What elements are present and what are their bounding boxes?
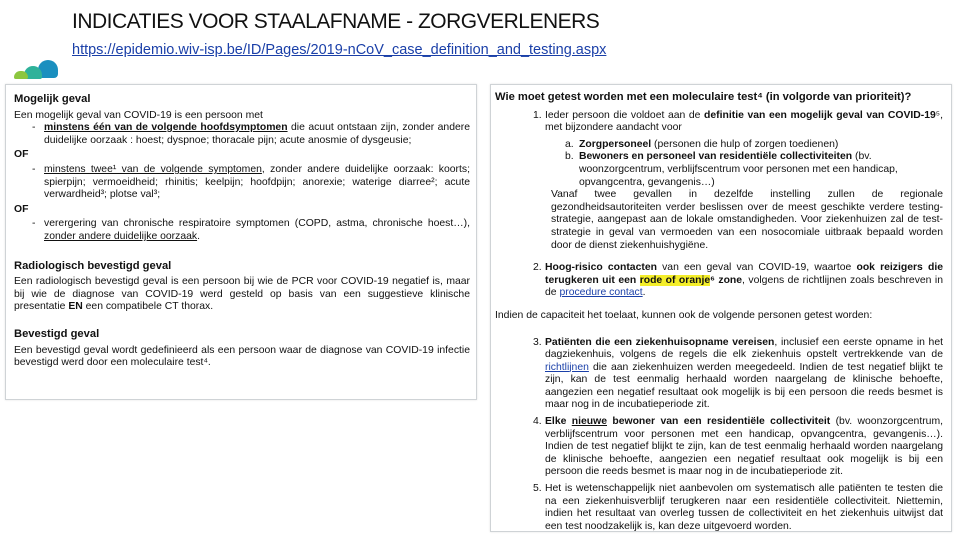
item-number: 2. — [533, 262, 542, 274]
sub-item-a — [495, 139, 943, 152]
section-title-radiological: Radiologisch bevestigd geval — [14, 259, 172, 272]
sub-b-bold: Bewoners en personeel van residentiële collectiviteiten — [579, 151, 853, 163]
item1-note: Vanaf twee gevallen in dezelfde instelling zullen de regionale gezondheidsautoriteiten verder beslissen over de meest geschikte verdere testing-strategie, aangepast aan de lokale omstandigheden. Voor ziekenhuizen zal de test-strategie in geval van vermoeden van een nosocomiale uitbraak bepaald worden door de dienst ziekenhuishygiëne. — [551, 189, 943, 251]
or-separator: OF — [14, 203, 29, 215]
item4-bold-2: bewoner van een residentiële collectiviteit — [607, 416, 831, 428]
source-link[interactable]: https://epidemio.wiv-isp.be/ID/Pages/2019-nCoV_case_definition_and_testing.aspx — [72, 42, 607, 58]
priority-item-2 — [495, 262, 943, 300]
item2-text-a: van een geval van COVID-19, waartoe — [656, 262, 857, 274]
sub-label: b. — [565, 151, 574, 163]
item-number: 5. — [533, 483, 542, 495]
item-number: 3. — [533, 336, 542, 348]
chronic-end: . — [197, 230, 200, 242]
item-number: 1. — [533, 109, 542, 121]
sub-a-bold: Zorgpersoneel — [579, 138, 652, 150]
item2-zone: ⁶ zone — [710, 274, 743, 286]
item2-end: . — [642, 287, 646, 299]
bullet-dash: - — [32, 218, 36, 230]
testing-title: Wie moet getest worden met een moleculaire test⁴ (in volgorde van prioriteit)? — [495, 91, 912, 103]
item2-bold: Hoog-risico contacten — [545, 262, 657, 274]
bullet-dash: - — [32, 163, 36, 175]
radiological-and: EN — [68, 301, 83, 313]
main-symptoms-label: minstens één van de volgende hoofdsymptomen — [44, 122, 288, 134]
section-title-confirmed: Bevestigd geval — [14, 327, 100, 340]
chronic-underlined: zonder andere duidelijke oorzaak — [44, 230, 198, 242]
red-orange-zone-highlight: rode of oranje — [639, 274, 711, 286]
sub-label: a. — [565, 138, 574, 150]
intro-text: Een mogelijk geval van COVID-19 is een persoon met — [14, 109, 263, 121]
sub-a-text: (personen die hulp of zorgen toedienen) — [651, 138, 839, 150]
item1-text-b: ⁵, met bijzondere aandacht voor — [545, 109, 943, 134]
minor-symptoms-text: , zonder andere duidelijke oorzaak: koorts; spierpijn; vermoeidheid; rhinitis; keelpijn; hoofdpijn; anorexie; waterige diarree²; acute verwardheid³; plotse val³; — [44, 163, 470, 201]
item5-text: Het is wetenschappelijk niet aanbevolen om systematisch alle patiënten te testen die na een ziekenhuisverblijf terugkeren naar een residentiële collectiviteit. Niettemin, indien het resultaat van overleg tussen de collectiviteit en het ziekenhuis uitwijst dat een test noodzakelijk is, kan deze uitgevoerd worden. — [545, 483, 943, 532]
sub-b-text: (bv. woonzorgcentrum, verblijfscentrum voor personen met een handicap, opvangcentra, gevangenis…) — [579, 151, 898, 188]
item2-text-c: , volgens de richtlijnen zoals beschreven in de — [545, 274, 944, 299]
item2-bold-2: ook reizigers die terugkeren uit een — [545, 262, 943, 286]
confirmed-text: Een bevestigd geval wordt gedefinieerd als een persoon waar de diagnose van COVID-19 infectie bevestigd werd door een moleculaire test⁴. — [14, 344, 470, 369]
item-number: 4. — [533, 416, 542, 428]
radiological-text-a: Een radiologisch bevestigd geval is een persoon bij wie de PCR voor COVID-19 negatief is, maar bij wie de diagnose van COVID-19 werd gesteld op basis van een suggestieve klinische presentatie — [14, 276, 470, 313]
chronic-text: verergering van chronische respiratoire symptomen (COPD, astma, chronische hoest…), — [44, 218, 470, 230]
item3-text-a: , inclusief een eerste opname in het dagziekenhuis, volgens de regels die elk ziekenhuis opstelt vertrekkende van de — [545, 336, 943, 361]
bullet-dash: - — [32, 122, 36, 134]
radiological-text-b: een compatibele CT thorax. — [82, 301, 214, 313]
item3-bold: Patiënten die een ziekenhuisopname vereisen — [545, 336, 775, 348]
item4-text: (bv. woonzorgcentrum, verblijfscentrum voor personen met een handicap, opvangcentra, gevangenis…). Indien de test negatief blijkt te zijn, kan de test eenmalig herhaald worden naargelang de klinische behoefte, aangezien een negatief resultaat ook mogelijk is bij een persoon die reeds besmet is maar nog in de incubatieperiode zit. — [545, 416, 943, 478]
criterion-chronic-respiratory — [14, 218, 470, 243]
priority-item-3 — [495, 337, 943, 413]
priority-item-4 — [495, 416, 943, 479]
criterion-main-symptoms — [14, 122, 470, 147]
item3-text-b: die aan ziekenhuizen werden meegedeeld. Indien de test negatief blijkt te zijn, kan de test eenmalig herhaald worden naargelang de klinische behoefte, aangezien een negatief resultaat ook mogelijk is bij een persoon die reeds besmet is maar nog in de incubatieperiode zit. — [545, 361, 943, 411]
page-title: INDICATIES VOOR STAALAFNAME - ZORGVERLENERS — [72, 10, 600, 33]
priority-item-1 — [495, 110, 943, 135]
item1-bold: definitie van een mogelijk geval van COVID-19 — [704, 109, 936, 121]
main-symptoms-text: die acuut ontstaan zijn, zonder andere duidelijke oorzaak : hoest; dyspnoe; thoracale pijn; acute anosmie of dysgeusie; — [44, 122, 470, 146]
procedure-contact-link[interactable]: procedure contact — [559, 287, 643, 299]
criterion-minor-symptoms — [14, 164, 470, 202]
minor-symptoms-label: minstens twee¹ van de volgende symptomen — [44, 163, 262, 175]
radiological-text — [14, 276, 470, 314]
item1-text-a: Ieder persoon die voldoet aan de — [545, 109, 705, 121]
guidelines-link[interactable]: richtlijnen — [545, 361, 589, 373]
capacity-text: Indien de capaciteit het toelaat, kunnen ook de volgende personen getest worden: — [495, 309, 873, 321]
item4-new: nieuwe — [571, 416, 607, 428]
sciensano-logo-icon — [12, 60, 62, 80]
priority-item-5 — [495, 483, 943, 532]
sub-item-b — [495, 151, 943, 189]
section-title-possible-case: Mogelijk geval — [14, 93, 91, 105]
case-definition-panel — [5, 84, 477, 400]
testing-priority-panel — [490, 84, 952, 532]
or-separator: OF — [14, 149, 29, 161]
item4-bold: Elke — [545, 416, 572, 428]
